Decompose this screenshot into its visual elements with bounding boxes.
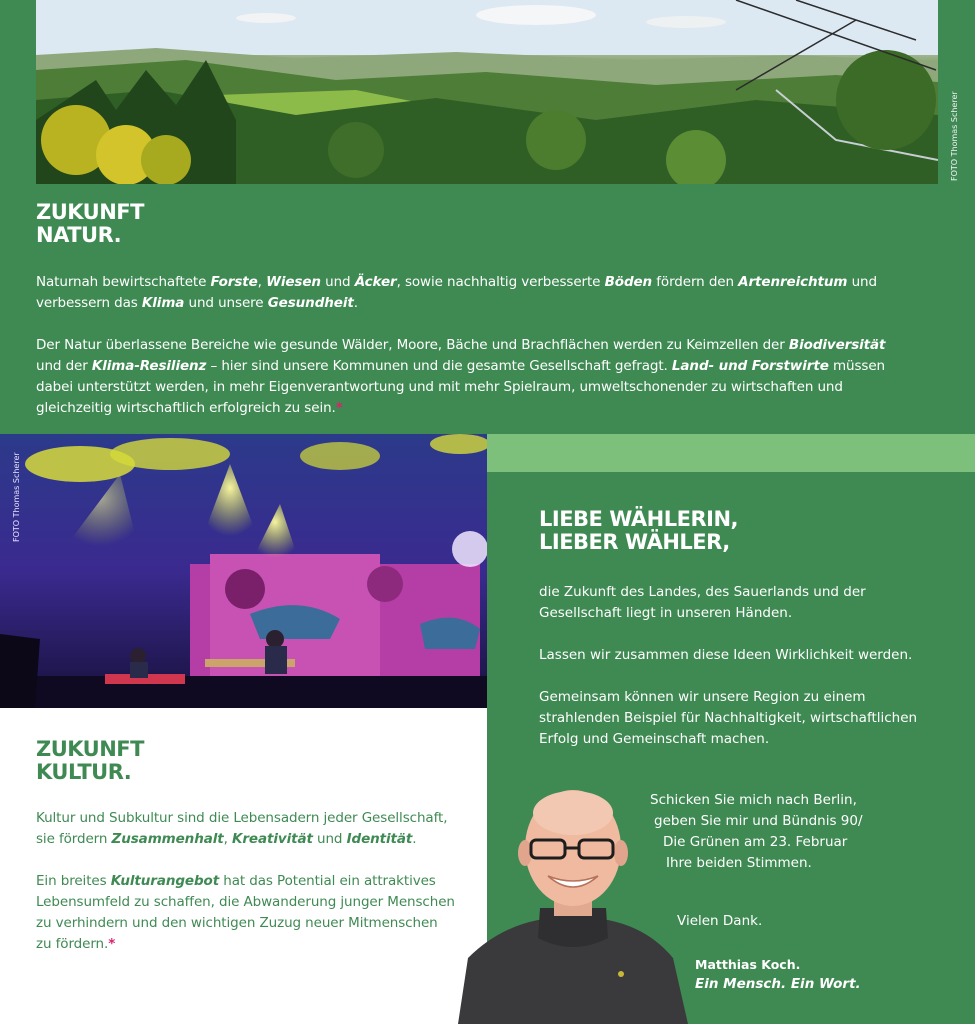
accent-strip — [487, 434, 975, 472]
body-text: fördern den — [652, 274, 739, 290]
body-text: und der — [36, 358, 92, 374]
body-text: , — [223, 831, 232, 847]
emphasis-text: Klima-Resilienz — [91, 358, 207, 374]
body-text: und unsere — [184, 295, 268, 311]
appeal-line-2: geben Sie mir und Bündnis 90/ — [654, 813, 863, 829]
appeal-line-4: Ihre beiden Stimmen. — [666, 855, 812, 871]
thanks-text: Vielen Dank. — [677, 913, 763, 929]
appeal-line-1: Schicken Sie mich nach Berlin, — [650, 792, 857, 808]
emphasis-text: Klima — [141, 295, 185, 311]
emphasis-text: Land- und Forstwirte — [671, 358, 829, 374]
body-text: Ein breites — [36, 873, 111, 889]
body-text: – hier sind unsere Kommunen und die gesamte Gesellschaft gefragt. — [206, 358, 672, 374]
letter-body — [539, 582, 919, 771]
natur-paragraph-1 — [36, 272, 906, 314]
natur-body — [36, 272, 906, 440]
natur-paragraph-2 — [36, 335, 906, 419]
emphasis-text: Kulturangebot — [110, 873, 220, 889]
photo-credit-landscape: FOTO Thomas Scherer — [950, 91, 959, 181]
body-text: müssen dabei unterstützt werden, in mehr Eigenverantwortung und mit mehr Spielraum, umweltschonender zu wirtschaften und gleichzeitig wirtschaftlich erfolgreich zu sein. — [36, 358, 885, 416]
body-text: hat das Potential ein attraktives Lebensumfeld zu schaffen, die Abwanderung junger Menschen zu verhindern und den wichtigen Zuzug neuer Mitmenschen zu fördern. — [36, 873, 455, 952]
body-text: . — [353, 295, 358, 311]
emphasis-text: Kreativität — [232, 831, 313, 847]
letter-paragraph-3: Gemeinsam können wir unsere Region zu einem strahlenden Beispiel für Nachhaltigkeit, wirtschaftlichen Erfolg und Gemeinschaft machen. — [539, 689, 918, 747]
body-text: . — [412, 831, 417, 847]
body-text: Der Natur überlassene Bereiche wie gesunde Wälder, Moore, Bäche und Brachflächen werden zu Keimzellen der — [36, 337, 789, 353]
body-text: , — [257, 274, 267, 290]
body-text: und — [312, 831, 347, 847]
concert-photo — [0, 434, 487, 708]
kultur-heading: ZUKUNFT KULTUR. — [36, 737, 144, 785]
footnote-star: * — [108, 936, 116, 952]
letter-paragraph-2: Lassen wir zusammen diese Ideen Wirklichkeit werden. — [539, 647, 913, 663]
signature-slogan: Ein Mensch. Ein Wort. — [695, 976, 861, 992]
body-text: Naturnah bewirtschaftete — [36, 274, 211, 290]
kultur-body — [36, 808, 456, 976]
appeal-line-3: Die Grünen am 23. Februar — [663, 834, 848, 850]
body-text: und — [320, 274, 355, 290]
emphasis-text: Böden — [604, 274, 653, 290]
landscape-photo — [36, 0, 938, 184]
letter-paragraph-1: die Zukunft des Landes, des Sauerlands und der Gesellschaft liegt in unseren Händen. — [539, 584, 866, 621]
emphasis-text: Identität — [346, 831, 413, 847]
emphasis-text: Gesundheit — [267, 295, 354, 311]
natur-heading: ZUKUNFT NATUR. — [36, 200, 144, 248]
kultur-paragraph-2 — [36, 871, 456, 955]
emphasis-text: Äcker — [354, 274, 397, 290]
body-text: Kultur und Subkultur sind die Lebensadern jeder Gesellschaft, sie fördern — [36, 810, 448, 847]
signature-name: Matthias Koch. — [695, 957, 801, 972]
body-text: und verbessern das — [36, 274, 877, 311]
letter-heading: LIEBE WÄHLERIN, LIEBER WÄHLER, — [539, 507, 739, 555]
emphasis-text: Artenreichtum — [738, 274, 848, 290]
emphasis-text: Zusammenhalt — [111, 831, 224, 847]
body-text: , sowie nachhaltig verbesserte — [396, 274, 605, 290]
emphasis-text: Wiesen — [266, 274, 321, 290]
emphasis-text: Biodiversität — [788, 337, 886, 353]
emphasis-text: Forste — [210, 274, 258, 290]
photo-credit-concert: FOTO Thomas Scherer — [12, 452, 21, 542]
kultur-paragraph-1 — [36, 808, 456, 850]
footnote-star: * — [335, 400, 343, 416]
voting-appeal — [635, 790, 935, 874]
